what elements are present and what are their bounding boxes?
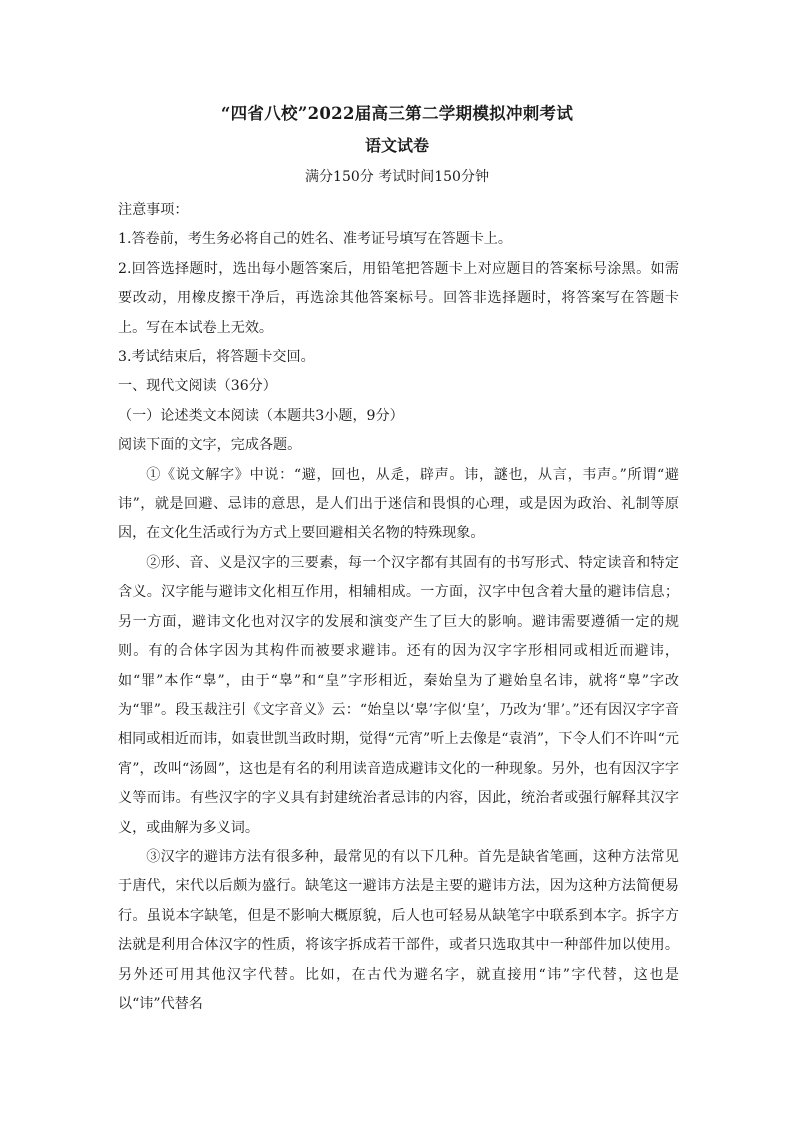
section-subheading: （一）论述类文本阅读（本题共3小题，9分） [118,407,404,424]
passage-paragraph-3: ③汉字的避讳方法有很多种，最常见的有以下几种。首先是缺省笔画，这种方法常见于唐代，宋代以后颇为盛行。缺笔这一避讳方法是主要的避讳方法，因为这种方法简便易行。虽说本字缺笔，但是不影响大概原貌，后人也可轻易从缺笔字中联系到本字。拆字方法就是利用合体汉字的性质，将该字拆成若干部件，或者只选取其中一种部件加以使用。另外还可用其他汉字代替。比如，在古代为避名字，就直接用“讳”字代替，这也是以“讳”代替名 [118,848,679,1012]
notes-item-1: 1.答卷前，考生务必将自己的姓名、准考证号填写在答题卡上。 [118,231,512,248]
exam-meta: 满分150分 考试时间150分钟 [305,169,489,185]
notes-item-2: 2.回答选择题时，选出每小题答案后，用铅笔把答题卡上对应题目的答案标号涂黑。如需要改动，用橡皮擦干净后，再选涂其他答案标号。回答非选择题时，将答案写在答题卡上。写在本试卷上无效。 [118,260,679,336]
notes-heading: 注意事项： [118,202,189,218]
notes-item-3: 3.考试结束后，将答题卡交回。 [118,349,315,366]
exam-title: “四省八校”2022届高三第二学期模拟冲刺考试 [220,104,574,123]
section-instruction: 阅读下面的文字，完成各题。 [118,437,302,454]
passage-paragraph-1: ①《说文解字》中说：“避，回也，从辵，辟声。讳，謎也，从言，韦声。”所谓“避讳”，就是回避、忌讳的意思，是人们出于迷信和畏惧的心理，或是因为政治、礼制等原因，在文化生活或行为方式上要回避相关名物的特殊现象。 [118,466,679,542]
exam-body [118,196,679,1019]
section-heading: 一、现代文阅读（36分） [118,378,277,395]
exam-subtitle: 语文试卷 [364,136,429,155]
passage-paragraph-2: ②形、音、义是汉字的三要素，每一个汉字都有其固有的书写形式、特定读音和特定含义。汉字能与避讳文化相互作用，相辅相成。一方面，汉字中包含着大量的避讳信息；另一方面，避讳文化也对汉字的发展和演变产生了巨大的影响。避讳需要遵循一定的规则。有的合体字因为其构件而被要求避讳。还有的因为汉字字形相同或相近而避讳，如“罪”本作“辠”，由于“辠”和“皇”字形相近，秦始皇为了避始皇名讳，就将“辠”字改为“罪”。段玉裁注引《文字音义》云：“始皇以‘辠’字似‘皇’，乃改为‘罪’。”还有因汉字字音相同或相近而讳，如袁世凯当政时期，觉得“元宵”听上去像是“袁消”，下令人们不许叫“元宵”，改叫“汤圆”，这也是有名的利用读音造成避讳文化的一种现象。另外，也有因汉字字义等而讳。有些汉字的字义具有封建统治者忌讳的内容，因此，统治者或强行解释其汉字义，或曲解为多义词。 [118,554,679,836]
